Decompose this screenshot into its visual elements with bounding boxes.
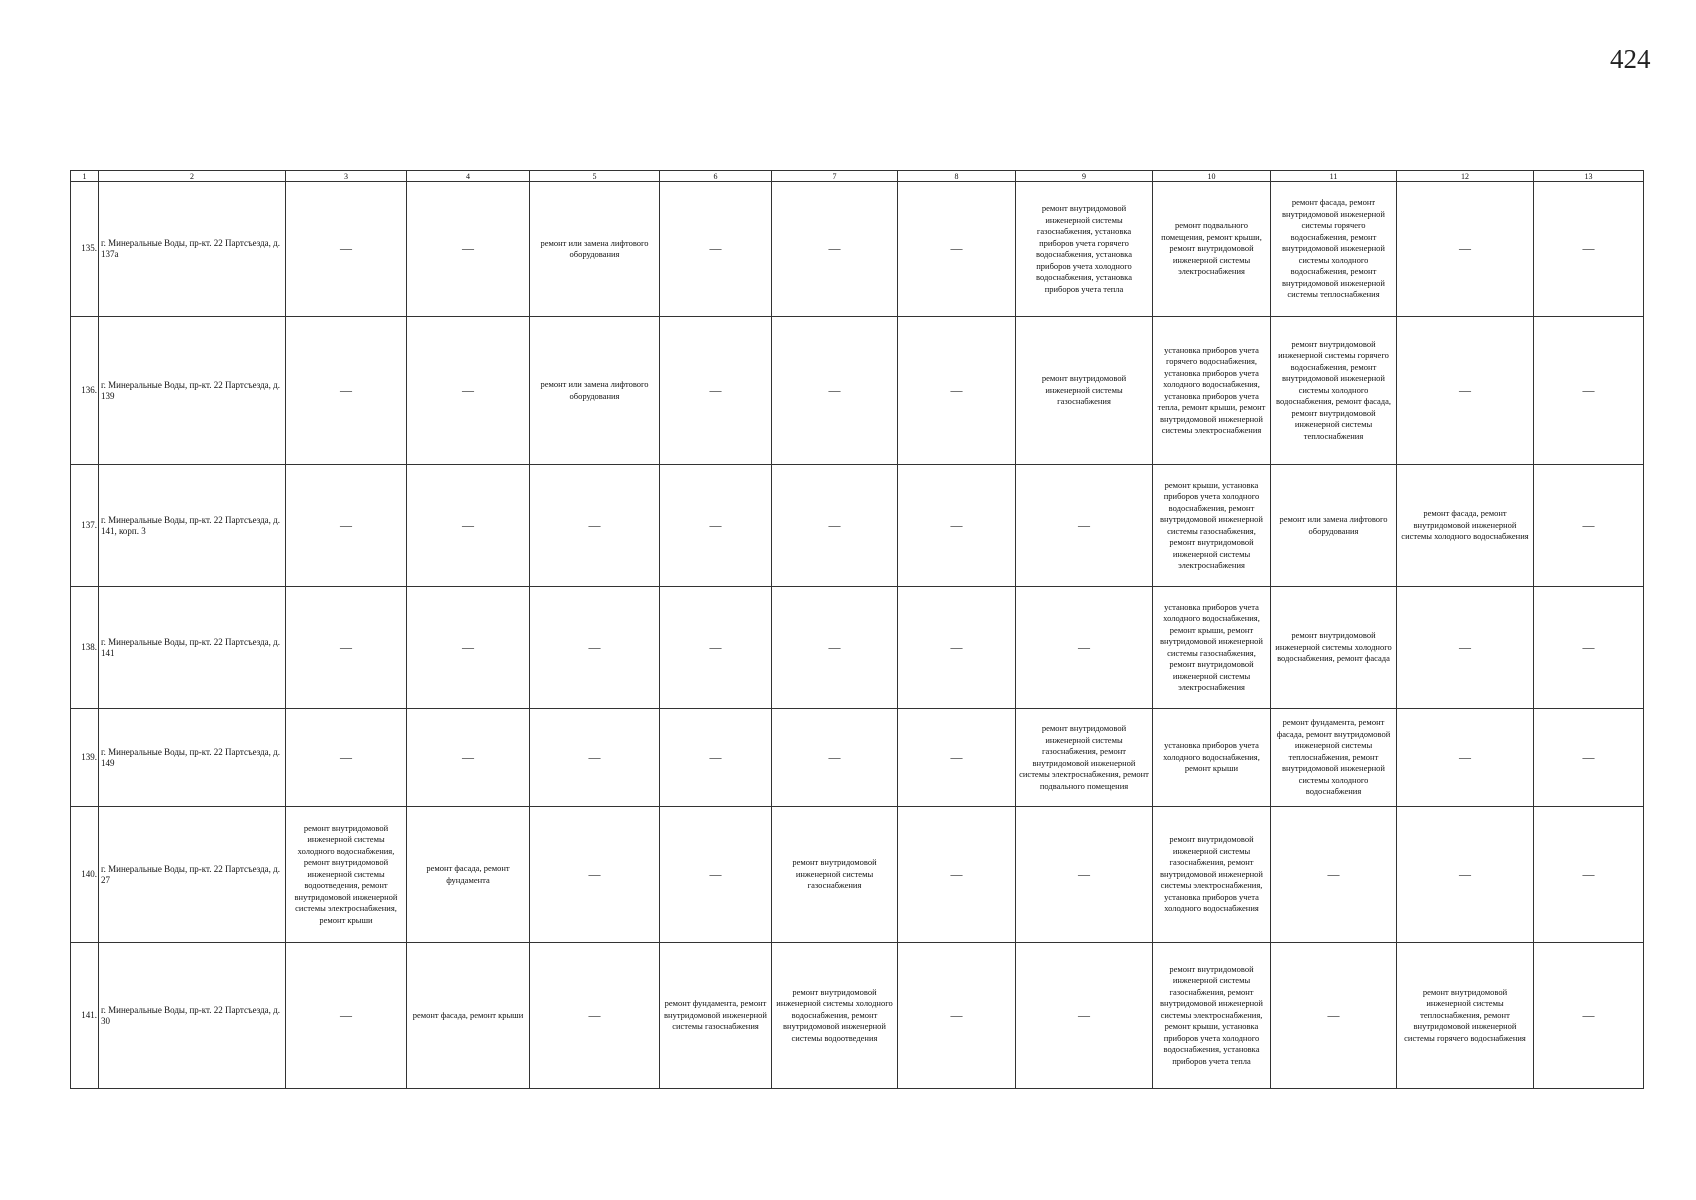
empty-dash-cell: — <box>530 465 660 587</box>
empty-dash-cell: — <box>1397 317 1534 465</box>
repair-schedule-table <box>70 170 1644 1089</box>
work-description-cell: ремонт внутридомовой инженерной системы теплоснабжения, ремонт внутридомовой инженерной системы горячего водоснабжения <box>1397 943 1534 1089</box>
empty-dash-cell: — <box>1271 943 1397 1089</box>
row-number: 135. <box>71 182 99 317</box>
column-header-13: 13 <box>1534 171 1644 182</box>
work-description-cell: ремонт внутридомовой инженерной системы горячего водоснабжения, ремонт внутридомовой инженерной системы холодного водоснабжения, ремонт фасада, ремонт внутридомовой инженерной системы теплоснабжения <box>1271 317 1397 465</box>
column-header-12: 12 <box>1397 171 1534 182</box>
empty-dash-cell: — <box>1534 182 1644 317</box>
column-header-2: 2 <box>99 171 286 182</box>
empty-dash-cell: — <box>1397 709 1534 807</box>
empty-dash-cell: — <box>286 709 407 807</box>
table-row <box>71 317 1644 465</box>
empty-dash-cell: — <box>1016 943 1153 1089</box>
empty-dash-cell: — <box>286 587 407 709</box>
address-cell: г. Минеральные Воды, пр-кт. 22 Партсъезда, д. 141, корп. 3 <box>99 465 286 587</box>
column-header-7: 7 <box>772 171 898 182</box>
empty-dash-cell: — <box>898 182 1016 317</box>
work-description-cell: ремонт фасада, ремонт внутридомовой инженерной системы горячего водоснабжения, ремонт внутридомовой инженерной системы холодного водоснабжения, ремонт внутридомовой инженерной системы теплоснабжения <box>1271 182 1397 317</box>
empty-dash-cell: — <box>1271 807 1397 943</box>
empty-dash-cell: — <box>1016 807 1153 943</box>
empty-dash-cell: — <box>660 465 772 587</box>
empty-dash-cell: — <box>530 709 660 807</box>
empty-dash-cell: — <box>1016 587 1153 709</box>
empty-dash-cell: — <box>898 465 1016 587</box>
empty-dash-cell: — <box>1397 807 1534 943</box>
address-cell: г. Минеральные Воды, пр-кт. 22 Партсъезда, д. 27 <box>99 807 286 943</box>
empty-dash-cell: — <box>660 587 772 709</box>
address-cell: г. Минеральные Воды, пр-кт. 22 Партсъезда, д. 137а <box>99 182 286 317</box>
empty-dash-cell: — <box>898 709 1016 807</box>
empty-dash-cell: — <box>1397 587 1534 709</box>
work-description-cell: ремонт внутридомовой инженерной системы холодного водоснабжения, ремонт фасада <box>1271 587 1397 709</box>
work-description-cell: ремонт внутридомовой инженерной системы газоснабжения <box>1016 317 1153 465</box>
table-row <box>71 182 1644 317</box>
empty-dash-cell: — <box>772 709 898 807</box>
work-description-cell: ремонт фасада, ремонт крыши <box>407 943 530 1089</box>
table-body <box>71 171 1644 1089</box>
empty-dash-cell: — <box>407 465 530 587</box>
row-number: 139. <box>71 709 99 807</box>
empty-dash-cell: — <box>1534 807 1644 943</box>
work-description-cell: ремонт фундамента, ремонт внутридомовой инженерной системы газоснабжения <box>660 943 772 1089</box>
work-description-cell: установка приборов учета горячего водоснабжения, установка приборов учета холодного водоснабжения, установка приборов учета тепла, ремонт крыши, ремонт внутридомовой инженерной системы электроснабжения <box>1153 317 1271 465</box>
empty-dash-cell: — <box>772 465 898 587</box>
row-number: 137. <box>71 465 99 587</box>
column-header-11: 11 <box>1271 171 1397 182</box>
empty-dash-cell: — <box>530 807 660 943</box>
row-number: 140. <box>71 807 99 943</box>
empty-dash-cell: — <box>530 943 660 1089</box>
address-cell: г. Минеральные Воды, пр-кт. 22 Партсъезда, д. 141 <box>99 587 286 709</box>
empty-dash-cell: — <box>898 317 1016 465</box>
table-row <box>71 587 1644 709</box>
work-description-cell: ремонт внутридомовой инженерной системы газоснабжения, ремонт внутридомовой инженерной системы электроснабжения, установка приборов учета холодного водоснабжения <box>1153 807 1271 943</box>
empty-dash-cell: — <box>530 587 660 709</box>
empty-dash-cell: — <box>772 317 898 465</box>
work-description-cell: ремонт внутридомовой инженерной системы газоснабжения, ремонт внутридомовой инженерной системы электроснабжения, ремонт крыши, установка приборов учета холодного водоснабжения, установка приборов учета тепла <box>1153 943 1271 1089</box>
work-description-cell: ремонт подвального помещения, ремонт крыши, ремонт внутридомовой инженерной системы электроснабжения <box>1153 182 1271 317</box>
work-description-cell: установка приборов учета холодного водоснабжения, ремонт крыши, ремонт внутридомовой инженерной системы газоснабжения, ремонт внутридомовой инженерной системы электроснабжения <box>1153 587 1271 709</box>
empty-dash-cell: — <box>286 465 407 587</box>
work-description-cell: ремонт или замена лифтового оборудования <box>530 182 660 317</box>
column-header-5: 5 <box>530 171 660 182</box>
empty-dash-cell: — <box>1534 317 1644 465</box>
empty-dash-cell: — <box>407 709 530 807</box>
table-row <box>71 943 1644 1089</box>
empty-dash-cell: — <box>898 943 1016 1089</box>
work-description-cell: ремонт фасада, ремонт внутридомовой инженерной системы холодного водоснабжения <box>1397 465 1534 587</box>
column-header-4: 4 <box>407 171 530 182</box>
table-row <box>71 709 1644 807</box>
work-description-cell: ремонт фундамента, ремонт фасада, ремонт внутридомовой инженерной системы теплоснабжения, ремонт внутридомовой инженерной системы холодного водоснабжения <box>1271 709 1397 807</box>
empty-dash-cell: — <box>286 943 407 1089</box>
table-row <box>71 807 1644 943</box>
empty-dash-cell: — <box>772 587 898 709</box>
empty-dash-cell: — <box>660 317 772 465</box>
column-header-1: 1 <box>71 171 99 182</box>
column-header-9: 9 <box>1016 171 1153 182</box>
empty-dash-cell: — <box>286 317 407 465</box>
work-description-cell: установка приборов учета холодного водоснабжения, ремонт крыши <box>1153 709 1271 807</box>
work-description-cell: ремонт крыши, установка приборов учета холодного водоснабжения, ремонт внутридомовой инженерной системы газоснабжения, ремонт внутридомовой инженерной системы электроснабжения <box>1153 465 1271 587</box>
empty-dash-cell: — <box>1534 943 1644 1089</box>
empty-dash-cell: — <box>660 807 772 943</box>
column-number-row <box>71 171 1644 182</box>
row-number: 141. <box>71 943 99 1089</box>
work-description-cell: ремонт внутридомовой инженерной системы газоснабжения <box>772 807 898 943</box>
address-cell: г. Минеральные Воды, пр-кт. 22 Партсъезда, д. 139 <box>99 317 286 465</box>
column-header-3: 3 <box>286 171 407 182</box>
empty-dash-cell: — <box>772 182 898 317</box>
address-cell: г. Минеральные Воды, пр-кт. 22 Партсъезда, д. 30 <box>99 943 286 1089</box>
empty-dash-cell: — <box>286 182 407 317</box>
page-number: 424 <box>1610 44 1651 74</box>
empty-dash-cell: — <box>1534 465 1644 587</box>
work-description-cell: ремонт или замена лифтового оборудования <box>1271 465 1397 587</box>
row-number: 138. <box>71 587 99 709</box>
table-row <box>71 465 1644 587</box>
empty-dash-cell: — <box>1397 182 1534 317</box>
address-cell: г. Минеральные Воды, пр-кт. 22 Партсъезда, д. 149 <box>99 709 286 807</box>
empty-dash-cell: — <box>407 587 530 709</box>
column-header-10: 10 <box>1153 171 1271 182</box>
empty-dash-cell: — <box>660 709 772 807</box>
empty-dash-cell: — <box>1534 587 1644 709</box>
work-description-cell: ремонт внутридомовой инженерной системы холодного водоснабжения, ремонт внутридомовой инженерной системы водоотведения, ремонт внутридомовой инженерной системы электроснабжения, ремонт крыши <box>286 807 407 943</box>
empty-dash-cell: — <box>1016 465 1153 587</box>
work-description-cell: ремонт внутридомовой инженерной системы холодного водоснабжения, ремонт внутридомовой инженерной системы водоотведения <box>772 943 898 1089</box>
column-header-8: 8 <box>898 171 1016 182</box>
work-description-cell: ремонт фасада, ремонт фундамента <box>407 807 530 943</box>
empty-dash-cell: — <box>1534 709 1644 807</box>
empty-dash-cell: — <box>898 807 1016 943</box>
empty-dash-cell: — <box>660 182 772 317</box>
work-description-cell: ремонт внутридомовой инженерной системы газоснабжения, установка приборов учета горячего водоснабжения, установка приборов учета холодного водоснабжения, установка приборов учета тепла <box>1016 182 1153 317</box>
column-header-6: 6 <box>660 171 772 182</box>
work-description-cell: ремонт или замена лифтового оборудования <box>530 317 660 465</box>
empty-dash-cell: — <box>407 182 530 317</box>
empty-dash-cell: — <box>407 317 530 465</box>
row-number: 136. <box>71 317 99 465</box>
empty-dash-cell: — <box>898 587 1016 709</box>
work-description-cell: ремонт внутридомовой инженерной системы газоснабжения, ремонт внутридомовой инженерной системы электроснабжения, ремонт подвального помещения <box>1016 709 1153 807</box>
